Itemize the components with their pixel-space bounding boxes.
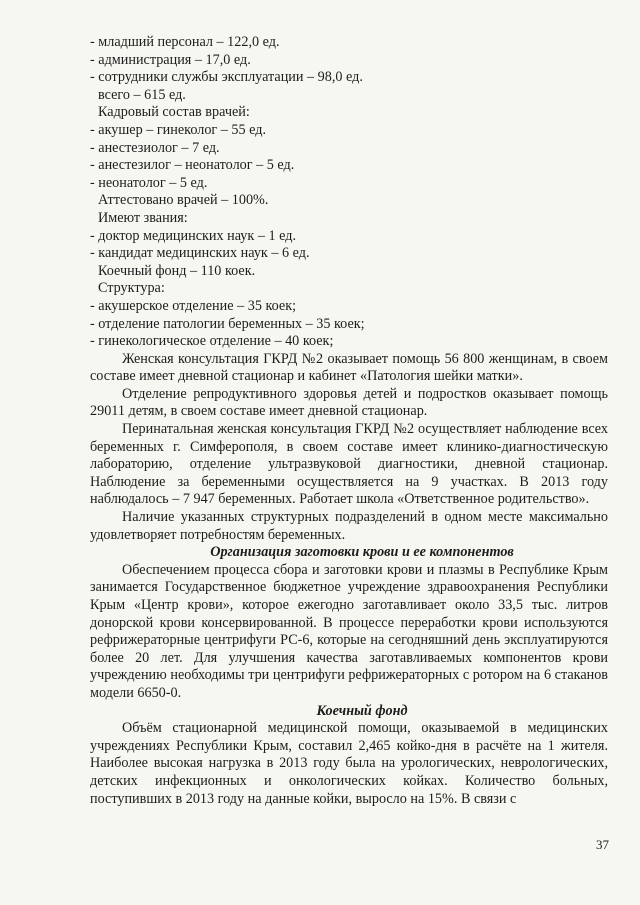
page-number: 37: [596, 837, 609, 852]
list-line: Кадровый состав врачей:: [98, 104, 250, 121]
paragraph-blood: Обеспечением процесса сбора и заготовки крови и плазмы в Республике Крым занимается Государственное бюджетное учреждение здравоохранения Республики Крым «Центр крови», которое ежегодно заготавливает около 33,5 тыс. литров донорской крови консервированной. В процессе переработки крови используются рефрижераторные центрифуги РС-6, которые на сегодняшний день эксплуатируются более 20 лет. Для улучшения качества заготавливаемых компонентов крови учреждению необходимы три центрифуги рефрижераторных с ротором на 6 стаканов модели 6650-0.: [90, 561, 608, 701]
list-line: - отделение патологии беременных – 35 коек;: [90, 315, 365, 332]
list-line: - акушер – гинеколог – 55 ед.: [90, 121, 267, 138]
section-heading-blood: Организация заготовки крови и ее компонентов: [210, 544, 514, 561]
list-line: - неонатолог – 5 ед.: [90, 174, 208, 191]
list-line: Аттестовано врачей – 100%.: [98, 192, 269, 209]
paragraph-beds: Объём стационарной медицинской помощи, оказываемой в медицинских учреждениях Республики Крым, составил 2,465 койко-дня в расчёте на 1 жителя. Наиболее высокая нагрузка в 2013 году была на урологических, неврологических, детских инфекционных и онкологических койках. Количество больных, поступивших в 2013 году на данные койки, выросло на 15%. В связи с: [90, 720, 608, 807]
section-heading-beds: Коечный фонд: [316, 702, 408, 719]
list-line: всего – 615 ед.: [98, 86, 186, 103]
list-line: - младший персонал – 122,0 ед.: [90, 34, 280, 50]
list-line: - администрация – 17,0 ед.: [90, 51, 251, 68]
page-body: [90, 34, 608, 808]
list-line: - анестезиолог – 7 ед.: [90, 139, 220, 156]
list-line: - кандидат медицинских наук – 6 ед.: [90, 245, 310, 262]
list-line: - гинекологическое отделение – 40 коек;: [90, 333, 334, 350]
list-line: Структура:: [98, 280, 165, 297]
paragraph: Наличие указанных структурных подразделений в одном месте максимально удовлетворяет потребностям беременных.: [90, 509, 608, 543]
list-line: - доктор медицинских наук – 1 ед.: [90, 227, 296, 244]
paragraph: Женская консультация ГКРД №2 оказывает помощь 56 800 женщинам, в своем составе имеет дневной стационар и кабинет «Патология шейки матки».: [90, 350, 608, 385]
list-line: - анестезилог – неонатолог – 5 ед.: [90, 157, 295, 174]
paragraph: Отделение репродуктивного здоровья детей и подростков оказывает помощь 29011 детям, в своем составе имеет дневной стационар.: [90, 385, 608, 420]
list-line: - акушерское отделение – 35 коек;: [90, 297, 297, 314]
list-line: - сотрудники службы эксплуатации – 98,0 ед.: [90, 69, 363, 86]
list-line: Коечный фонд – 110 коек.: [98, 262, 256, 279]
paragraph: Перинатальная женская консультация ГКРД №2 осуществляет наблюдение всех беременных г. Симферополя, в своем составе имеет клинико-диагностическую лабораторию, отделение ультразвуковой диагностики, дневной стационар. Наблюдение за беременными осуществляется на 9 участках. В 2013 году наблюдалось – 7 947 беременных. Работает школа «Ответственное родительство».: [90, 421, 608, 508]
list-line: Имеют звания:: [98, 209, 188, 226]
